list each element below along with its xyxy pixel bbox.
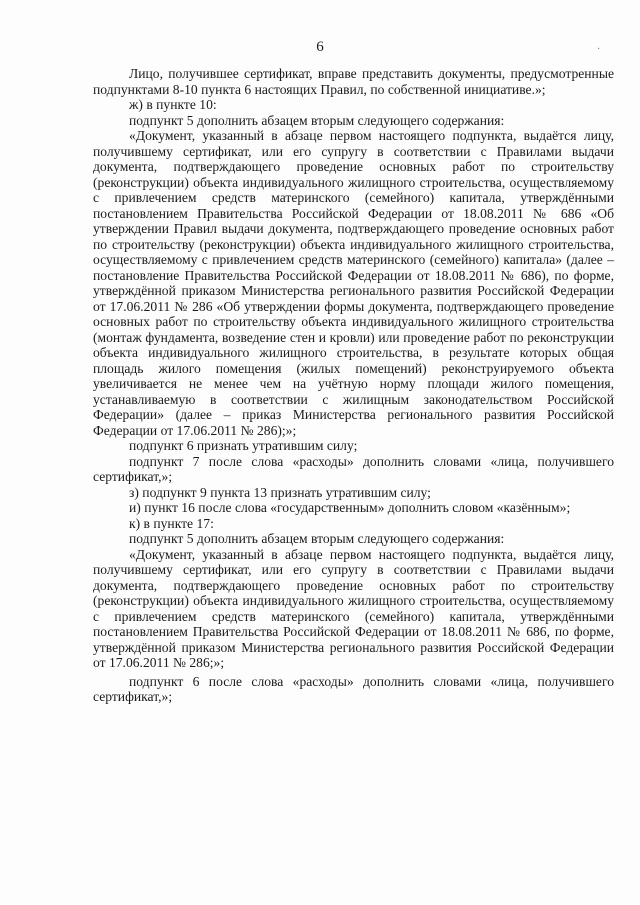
paragraph: подпункт 5 дополнить абзацем вторым следующего содержания: — [129, 531, 505, 546]
paragraph: подпункт 5 дополнить абзацем вторым следующего содержания: — [129, 112, 505, 128]
paragraph: «Документ, указанный в абзаце первом настоящего подпункта, выдаётся лицу, получившему сертификат, или его супругу в соответствии с Правилами выдачи документа, подтверждающего проведение основных работ по строительству (реконструкции) объекта индивидуального жилищного строительства, осуществляемому с привлечением средств материнского (семейного) капитала, утверждёнными постановлением Правительства Российской Федерации от 18.08.2011 № 686 «Об утверждении Правил выдачи документа, подтверждающего проведение основных работ по строительству (реконструкции) объекта индивидуального жилищного строительства, осуществляемому с привлечением средств материнского (семейного) капитала» (далее – постановление Правительства Российской Федерации от 18.08.2011 № 686), по форме, утверждённой приказом Министерства регионального развития Российской Федерации от 17.06.2011 № 286 «Об утверждении формы документа, подтверждающего проведение основных работ по строительству объекта индивидуального жилищного строительства (монтаж фундамента, возведение стен и кровли) или проведение работ по реконструкции объекта индивидуального жилищного строительства, в результате которых общая площадь жилого помещения (жилых помещений) реконструируемого объекта увеличивается не менее чем на учётную норму площади жилого помещения, устанавливаемую в соответствии с жилищным законодательством Российской Федерации» (далее – приказ Министерства регионального развития Российской Федерации от 17.06.2011 № 286);»; — [93, 128, 614, 438]
paragraph: к) в пункте 17: — [129, 515, 214, 531]
margin-mark: · — [597, 44, 601, 55]
paragraph: з) подпункт 9 пункта 13 признать утратившим силу; — [129, 484, 431, 500]
paragraph: подпункт 7 после слова «расходы» дополнить словами «лица, получившего сертификат,»; — [93, 453, 614, 484]
page-number: 6 — [316, 39, 324, 55]
paragraph: подпункт 6 после слова «расходы» дополнить словами «лица, получившего сертификат,»; — [93, 673, 614, 704]
paragraph: и) пункт 16 после слова «государственным» дополнить словом «казённым»; — [129, 500, 571, 515]
paragraph: ж) в пункте 10: — [129, 97, 217, 112]
paragraph: «Документ, указанный в абзаце первом настоящего подпункта, выдаётся лицу, получившему сертификат, или его супругу в соответствии с Правилами выдачи документа, подтверждающего проведение основных работ по строительству (реконструкции) объекта индивидуального жилищного строительства, осуществляемому с привлечением средств материнского (семейного) капитала, утверждёнными постановлением Правительства Российской Федерации от 18.08.2011 № 686, по форме, утверждённой приказом Министерства регионального развития Российской Федерации от 17.06.2011 № 286;»; — [93, 546, 614, 670]
paragraph: Лицо, получившее сертификат, вправе представить документы, предусмотренные подпунктами 8-10 пункта 6 настоящих Правил, по собственной инициативе.»; — [93, 66, 614, 97]
document-body — [93, 66, 614, 705]
paragraph: подпункт 6 признать утратившим силу; — [129, 438, 358, 453]
